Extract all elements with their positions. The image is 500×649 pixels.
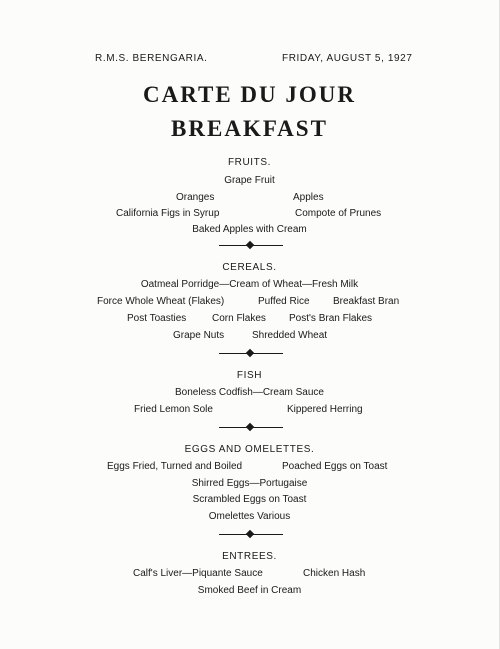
- menu-row: [0, 175, 499, 189]
- section-divider: [219, 351, 283, 357]
- section-heading-fish: [0, 370, 499, 384]
- menu-item: Calf's Liver—Piquante Sauce: [133, 568, 263, 579]
- eggs-heading: EGGS AND OMELETTES.: [184, 444, 315, 455]
- menu-row: [0, 478, 499, 492]
- menu-row: [0, 494, 499, 508]
- menu-item: Smoked Beef in Cream: [197, 585, 302, 596]
- fruits-heading: FRUITS.: [227, 157, 272, 168]
- menu-item: Force Whole Wheat (Flakes): [97, 296, 225, 307]
- menu-item: Oranges: [176, 192, 215, 203]
- menu-item: Breakfast Bran: [333, 296, 400, 307]
- cereals-heading: CEREALS.: [222, 262, 277, 273]
- menu-row: [0, 568, 499, 582]
- menu-item: Boneless Codfish—Cream Sauce: [175, 387, 324, 398]
- menu-date: FRIDAY, AUGUST 5, 1927: [282, 53, 413, 64]
- menu-row: [0, 192, 499, 206]
- menu-item: Post's Bran Flakes: [289, 313, 373, 324]
- menu-row: [0, 387, 499, 401]
- menu-row: [0, 511, 499, 525]
- menu-item: Scrambled Eggs on Toast: [192, 494, 307, 505]
- section-heading-eggs: [0, 444, 499, 458]
- section-heading-cereals: [0, 262, 499, 276]
- menu-item: Shredded Wheat: [252, 330, 328, 341]
- menu-row: [0, 313, 499, 327]
- menu-item: Omelettes Various: [208, 511, 291, 522]
- section-heading-entrees: [0, 551, 499, 565]
- fish-heading: FISH: [236, 370, 263, 381]
- menu-item: Compote of Prunes: [295, 208, 382, 219]
- menu-item: California Figs in Syrup: [116, 208, 220, 219]
- menu-item: Grape Nuts: [173, 330, 225, 341]
- menu-item: Puffed Rice: [258, 296, 310, 307]
- menu-item: Post Toasties: [127, 313, 187, 324]
- menu-item: Fried Lemon Sole: [134, 404, 213, 415]
- ship-name: R.M.S. BERENGARIA.: [95, 53, 208, 64]
- menu-item: Kippered Herring: [287, 404, 363, 415]
- menu-row: [0, 208, 499, 222]
- section-divider: [219, 532, 283, 538]
- menu-row: [0, 404, 499, 418]
- section-divider: [219, 243, 283, 249]
- menu-item: Shirred Eggs—Portugaise: [191, 478, 308, 489]
- menu-item: Apples: [293, 192, 324, 203]
- menu-item: Eggs Fried, Turned and Boiled: [107, 461, 243, 472]
- menu-item: Poached Eggs on Toast: [282, 461, 388, 472]
- menu-title: CARTE DU JOUR: [142, 82, 357, 107]
- meal-title: BREAKFAST: [171, 116, 328, 141]
- menu-item: Oatmeal Porridge—Cream of Wheat—Fresh Milk: [140, 279, 359, 290]
- menu-row: [0, 296, 499, 310]
- menu-row: [0, 224, 499, 238]
- menu-row: [0, 585, 499, 599]
- section-divider: [219, 425, 283, 431]
- menu-item: Chicken Hash: [303, 568, 366, 579]
- menu-item: Baked Apples with Cream: [192, 224, 307, 235]
- menu-row: [0, 279, 499, 293]
- menu-row: [0, 461, 499, 475]
- menu-row: [0, 330, 499, 344]
- entrees-heading: ENTREES.: [222, 551, 277, 562]
- section-heading-fruits: [0, 157, 499, 171]
- menu-item: Grape Fruit: [224, 175, 275, 186]
- menu-item: Corn Flakes: [212, 313, 266, 324]
